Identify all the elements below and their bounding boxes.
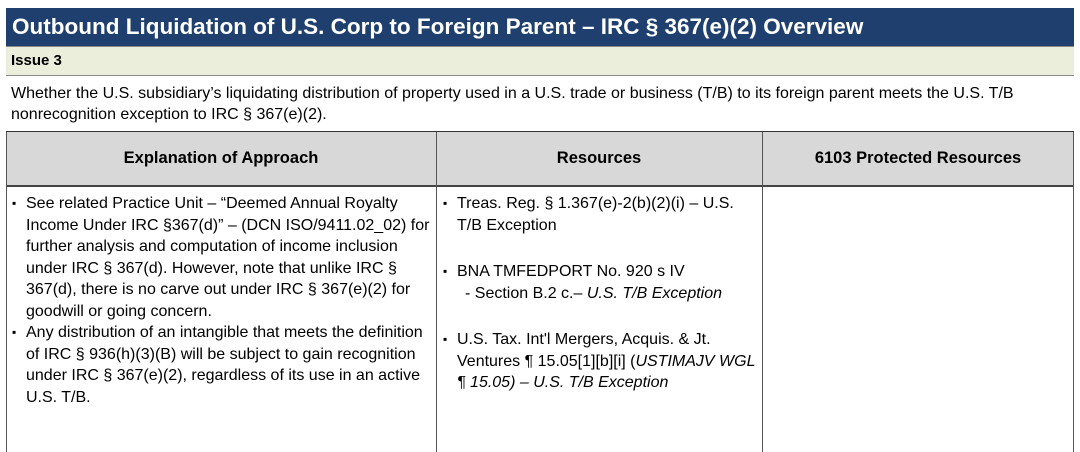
table-header-row [6, 132, 1074, 187]
resource-continuation [457, 283, 758, 305]
resource-text: - Section B.2 c.– [465, 284, 587, 302]
table-border-right [1073, 132, 1074, 452]
column-divider [762, 132, 763, 452]
header-explanation-of-approach: Explanation of Approach [123, 149, 319, 167]
explanation-bullet: ▪ See related Practice Unit – “Deemed Annual Royalty Income Under IRC §367(d)” – (DCN ISO/9411.02_02) for further analysis and computation of income inclusion under IRC § 367(d). However, note that unlike IRC § 367(d), there is no carve out under IRC § 367(e)(2) for goodwill or going concern. [12, 193, 434, 322]
issue-description: Whether the U.S. subsidiary’s liquidating distribution of property used in a U.S. trade or business (T/B) to its foreign parent meets the U.S. T/B nonrecognition exception to IRC § 367(e)(2). [11, 85, 1014, 123]
resource-emphasis: U.S. T/B Exception [586, 284, 723, 302]
header-resources: Resources [556, 149, 642, 167]
resource-text: U.S. Tax. Int'l Mergers, Acquis. & Jt. Ventures ¶ 15.05[1][b][i] ( [457, 331, 711, 370]
page-title: Outbound Liquidation of U.S. Corp to Foreign Parent – IRC § 367(e)(2) Overview [6, 8, 1074, 46]
resources-cell [443, 189, 758, 394]
resource-item: ▪ Treas. Reg. § 1.367(e)-2(b)(2)(i) – U.S. T/B Exception [443, 193, 758, 236]
explanation-cell [12, 189, 434, 408]
column-divider [436, 132, 437, 452]
resource-emphasis: USTIMAJV WGL ¶ 15.05) – U.S. T/B Exception [457, 352, 756, 391]
issue-label: Issue 3 [6, 46, 1074, 76]
resource-text: BNA TMFEDPORT No. 920 s IV [457, 263, 685, 280]
resource-item [443, 329, 758, 394]
explanation-bullet: ▪ Any distribution of an intangible that meets the definition of IRC § 936(h)(3)(B) will be subject to gain recognition under IRC § 367(e)(2), regardless of its use in an active U.S. T/B. [12, 322, 434, 408]
resource-item [443, 261, 758, 304]
approach-table [6, 131, 1074, 451]
table-border-left [6, 132, 7, 452]
header-6103-protected-resources: 6103 Protected Resources [814, 149, 1022, 167]
